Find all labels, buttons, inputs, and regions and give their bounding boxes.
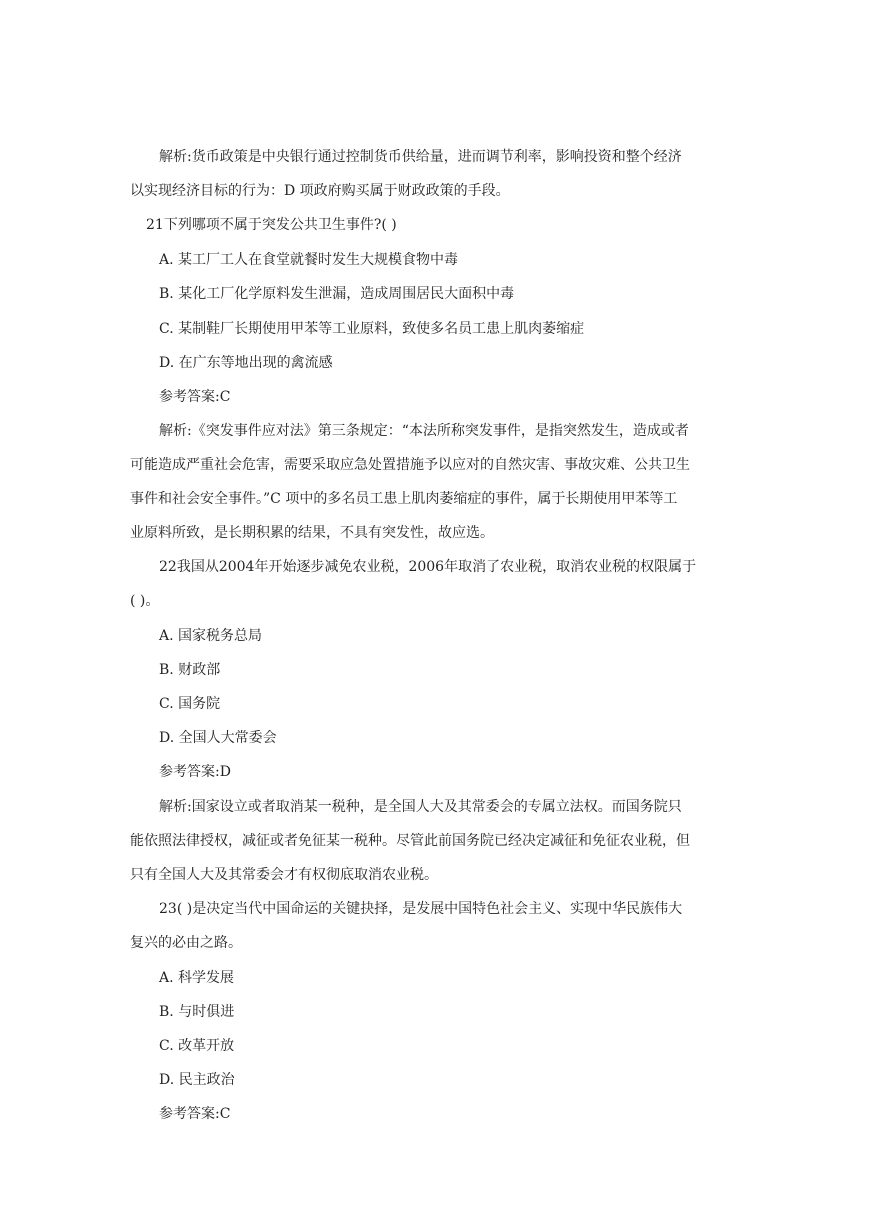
q21-option-a: A. 某工厂工人在食堂就餐时发生大规模食物中毒: [159, 252, 459, 268]
q21-question: 21下列哪项不属于突发公共卫生事件?( ): [146, 217, 397, 233]
q23-option-d: D. 民主政治: [159, 1072, 235, 1088]
q23-option-b: B. 与时俱进: [159, 1004, 235, 1020]
q22-option-c: C. 国务院: [159, 696, 221, 712]
q20-analysis-line2: 以实现经济目标的行为：D 项政府购买属于财政政策的手段。: [130, 183, 510, 199]
q23-question-line2: 复兴的必由之路。: [130, 935, 242, 951]
q21-option-b: B. 某化工厂化学原料发生泄漏，造成周围居民大面积中毒: [159, 286, 515, 302]
q22-option-d: D. 全国人大常委会: [159, 730, 277, 746]
q22-option-b: B. 财政部: [159, 662, 221, 678]
q21-option-d: D. 在广东等地出现的禽流感: [159, 355, 333, 371]
q22-question-line2: ( )。: [130, 593, 160, 609]
q22-question-line1: 22我国从2004年开始逐步减免农业税，2006年取消了农业税，取消农业税的权限属于: [159, 559, 697, 575]
q21-answer: 参考答案:C: [159, 389, 231, 405]
q21-analysis-line2: 可能造成严重社会危害，需要采取应急处置措施予以应对的自然灾害、事故灾难、公共卫生: [130, 457, 690, 473]
q22-option-a: A. 国家税务总局: [159, 628, 263, 644]
q22-analysis-line1: 解析:国家设立或者取消某一税种，是全国人大及其常委会的专属立法权。而国务院只: [159, 799, 682, 815]
q21-option-c: C. 某制鞋厂长期使用甲苯等工业原料，致使多名员工患上肌肉萎缩症: [159, 321, 585, 337]
q23-option-a: A. 科学发展: [159, 970, 235, 986]
q22-analysis-line2: 能依照法律授权，减征或者免征某一税种。尽管此前国务院已经决定减征和免征农业税，但: [130, 833, 690, 849]
q23-answer: 参考答案:C: [159, 1106, 231, 1122]
q23-option-c: C. 改革开放: [159, 1038, 235, 1054]
q21-analysis-line1: 解析:《突发事件应对法》第三条规定：“本法所称突发事件，是指突然发生，造成或者: [159, 423, 689, 439]
q21-analysis-line3: 事件和社会安全事件。”C 项中的多名员工患上肌肉萎缩症的事件，属于长期使用甲苯等工: [130, 491, 678, 507]
q20-analysis-line1: 解析:货币政策是中央银行通过控制货币供给量，进而调节利率，影响投资和整个经济: [159, 149, 682, 165]
q22-answer: 参考答案:D: [159, 764, 231, 780]
q21-analysis-line4: 业原料所致，是长期积累的结果，不具有突发性，故应选。: [130, 525, 494, 541]
q23-question-line1: 23( )是决定当代中国命运的关键抉择，是发展中国特色社会主义、实现中华民族伟大: [159, 901, 683, 917]
q22-analysis-line3: 只有全国人大及其常委会才有权彻底取消农业税。: [130, 867, 438, 883]
